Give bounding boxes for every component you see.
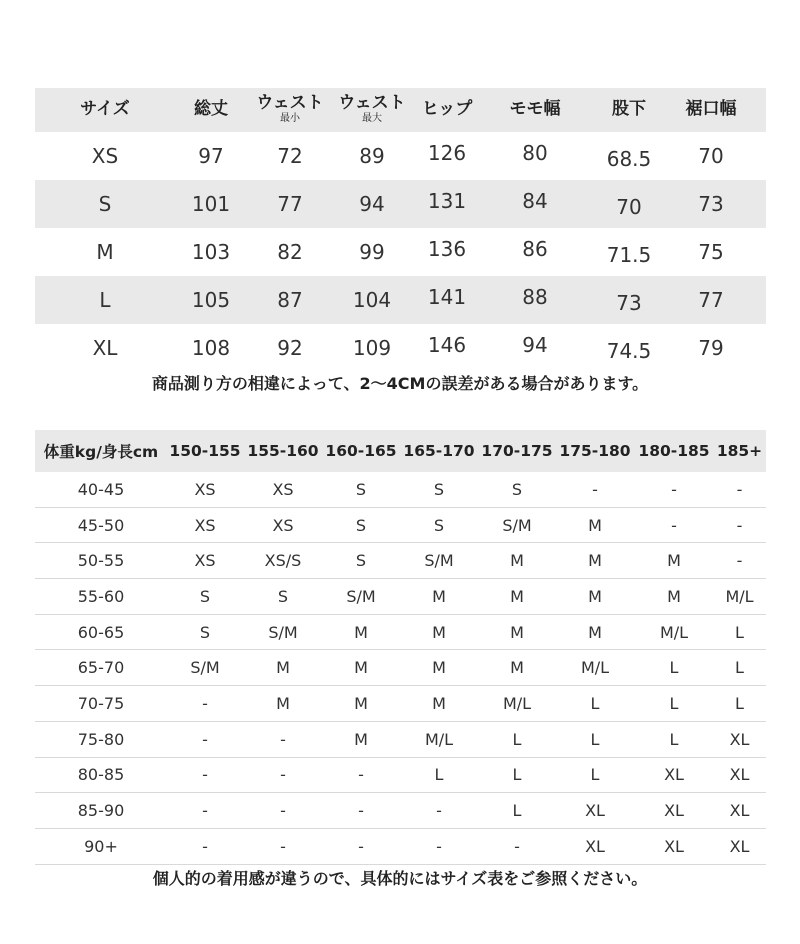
size-cell: 77 — [277, 192, 303, 216]
size-cell: 89 — [359, 144, 385, 168]
size-cell: 80 — [522, 141, 548, 165]
recommend-size-cell: M — [432, 586, 446, 606]
size-cell: 103 — [191, 240, 231, 264]
recommend-size-cell: L — [735, 693, 744, 713]
height-range-header: 180-185 — [638, 442, 710, 460]
weight-range-cell: 75-80 — [77, 729, 125, 749]
size-cell: 108 — [191, 336, 231, 360]
height-range-header: 165-170 — [403, 442, 475, 460]
recommend-size-cell: S — [277, 586, 289, 606]
size-header-hem: 裾口幅 — [685, 99, 737, 120]
size-cell: 131 — [427, 189, 467, 213]
recommend-row — [35, 722, 766, 758]
recommend-size-cell: M — [354, 658, 368, 678]
recommend-size-cell: S/M — [268, 622, 298, 642]
recommend-size-cell: - — [280, 836, 286, 856]
recommend-row — [35, 579, 766, 615]
recommend-size-cell: - — [592, 479, 598, 499]
recommend-size-cell: L — [735, 622, 744, 642]
size-cell: 73 — [616, 291, 642, 315]
recommend-size-cell: - — [671, 515, 677, 535]
size-cell: 94 — [359, 192, 385, 216]
recommend-size-cell: XS — [272, 515, 294, 535]
size-header-hip: ヒップ — [421, 99, 473, 120]
recommend-size-cell: - — [202, 693, 208, 713]
recommend-size-cell: - — [202, 801, 208, 821]
recommend-size-cell: XL — [664, 765, 684, 785]
recommend-size-cell: XS — [194, 515, 216, 535]
recommend-size-cell: M — [588, 586, 602, 606]
recommend-size-cell: M/L — [725, 586, 754, 606]
recommend-size-cell: L — [434, 765, 444, 785]
recommend-size-cell: L — [512, 801, 522, 821]
height-range-header: 150-155 — [169, 442, 241, 460]
recommend-size-cell: - — [280, 765, 286, 785]
weight-range-cell: 40-45 — [77, 479, 125, 499]
recommend-row — [35, 829, 766, 865]
recommend-size-cell: XL — [585, 801, 605, 821]
weight-range-cell: 80-85 — [77, 765, 125, 785]
height-range-header: 170-175 — [481, 442, 553, 460]
recommend-size-cell: L — [590, 765, 600, 785]
size-cell: 74.5 — [606, 339, 652, 363]
size-row — [35, 324, 766, 372]
height-range-header: 160-165 — [325, 442, 397, 460]
size-cell: 146 — [427, 333, 467, 357]
size-row — [35, 132, 766, 180]
size-cell: 75 — [698, 240, 724, 264]
recommend-size-cell: M — [276, 658, 290, 678]
size-cell: 72 — [277, 144, 303, 168]
recommend-row — [35, 472, 766, 508]
recommend-size-cell: M/L — [580, 658, 610, 678]
recommend-size-cell: S — [433, 515, 445, 535]
size-header-thigh: モモ幅 — [509, 99, 561, 120]
recommend-size-cell: M — [667, 551, 681, 571]
recommend-size-cell: M — [510, 658, 524, 678]
recommend-size-cell: XL — [664, 801, 684, 821]
size-cell: 99 — [359, 240, 385, 264]
recommend-size-cell: - — [202, 765, 208, 785]
weight-range-cell: 90+ — [84, 836, 118, 856]
recommend-size-cell: S — [511, 479, 523, 499]
size-cell: 71.5 — [606, 243, 652, 267]
recommend-size-cell: L — [735, 658, 744, 678]
recommend-size-cell: - — [436, 801, 442, 821]
size-cell: L — [99, 288, 111, 312]
recommend-size-cell: L — [512, 729, 522, 749]
recommend-size-cell: XL — [664, 836, 684, 856]
reference-note: 個人的の着用感が違うので、具体的にはサイズ表をご参照ください。 — [152, 869, 648, 888]
recommend-size-cell: S — [433, 479, 445, 499]
recommend-size-cell: L — [512, 765, 522, 785]
size-cell: 92 — [277, 336, 303, 360]
recommend-size-cell: - — [358, 836, 364, 856]
size-table-header — [35, 88, 766, 132]
recommend-size-cell: M — [354, 622, 368, 642]
recommend-size-cell: M — [432, 693, 446, 713]
recommend-size-cell: - — [436, 836, 442, 856]
recommend-size-cell: - — [358, 765, 364, 785]
size-row — [35, 276, 766, 324]
recommend-table-header — [35, 430, 766, 472]
size-cell: 73 — [698, 192, 724, 216]
size-cell: 97 — [198, 144, 224, 168]
size-cell: 141 — [427, 285, 467, 309]
recommend-size-cell: S — [199, 586, 211, 606]
recommend-size-cell: S — [355, 479, 367, 499]
recommend-size-cell: S/M — [190, 658, 220, 678]
recommend-size-cell: M — [510, 622, 524, 642]
recommend-size-cell: M — [276, 693, 290, 713]
recommend-row — [35, 793, 766, 829]
recommend-size-cell: XL — [729, 801, 750, 821]
size-row — [35, 180, 766, 228]
weight-height-header: 体重kg/身長cm — [43, 443, 159, 461]
recommend-size-cell: L — [669, 729, 679, 749]
recommend-row — [35, 508, 766, 544]
recommend-row — [35, 758, 766, 794]
size-cell: 126 — [427, 141, 467, 165]
size-cell: 70 — [698, 144, 724, 168]
measurement-note: 商品測り方の相違によって、2～4CMの誤差がある場合があります。 — [151, 374, 649, 393]
height-range-header: 175-180 — [559, 442, 631, 460]
size-cell: 70 — [616, 195, 642, 219]
size-header-inseam: 股下 — [612, 99, 646, 120]
size-cell: 86 — [522, 237, 548, 261]
recommend-size-cell: M/L — [659, 622, 689, 642]
recommend-size-cell: S — [355, 551, 367, 571]
size-table — [35, 88, 766, 372]
recommend-size-cell: L — [669, 693, 679, 713]
recommend-row — [35, 650, 766, 686]
recommend-size-cell: S/M — [424, 551, 454, 571]
size-cell: S — [98, 192, 112, 216]
recommend-size-cell: M — [510, 586, 524, 606]
size-cell: 136 — [427, 237, 467, 261]
size-cell: 84 — [522, 189, 548, 213]
weight-range-cell: 45-50 — [77, 515, 125, 535]
height-range-header: 155-160 — [247, 442, 319, 460]
recommend-row — [35, 686, 766, 722]
recommend-size-cell: L — [669, 658, 679, 678]
recommend-size-cell: M — [354, 729, 368, 749]
recommend-size-cell: M — [588, 551, 602, 571]
recommend-size-cell: - — [736, 551, 743, 571]
recommend-size-cell: M — [588, 515, 602, 535]
height-range-header: 185+ — [716, 442, 763, 460]
recommend-size-cell: XL — [729, 765, 750, 785]
size-header-size: サイズ — [80, 99, 130, 120]
recommend-size-cell: - — [202, 729, 208, 749]
recommend-size-cell: XS — [194, 551, 216, 571]
recommend-size-cell: L — [590, 693, 600, 713]
recommend-size-cell: - — [514, 836, 520, 856]
recommend-size-cell: - — [202, 836, 208, 856]
recommend-size-cell: M/L — [502, 693, 532, 713]
size-cell: 77 — [698, 288, 724, 312]
recommend-size-cell: XS/S — [264, 551, 302, 571]
recommend-table — [35, 430, 766, 865]
recommend-size-cell: S — [199, 622, 211, 642]
size-cell: XS — [91, 144, 119, 168]
recommend-size-cell: - — [736, 479, 743, 499]
recommend-size-cell: XL — [729, 729, 750, 749]
recommend-size-cell: M — [667, 586, 681, 606]
recommend-size-cell: M — [354, 693, 368, 713]
weight-range-cell: 70-75 — [77, 693, 125, 713]
recommend-size-cell: L — [590, 729, 600, 749]
size-cell: 79 — [698, 336, 724, 360]
weight-range-cell: 65-70 — [77, 658, 125, 678]
recommend-size-cell: S/M — [502, 515, 532, 535]
weight-range-cell: 55-60 — [77, 586, 125, 606]
size-cell: 88 — [522, 285, 548, 309]
recommend-size-cell: M/L — [424, 729, 454, 749]
size-header-length: 総丈 — [194, 99, 228, 120]
size-header-waist-max: ウェスト 最大 — [338, 93, 406, 125]
recommend-row — [35, 615, 766, 651]
recommend-size-cell: XL — [585, 836, 605, 856]
recommend-size-cell: - — [671, 479, 677, 499]
size-cell: 94 — [522, 333, 548, 357]
size-cell: 109 — [352, 336, 392, 360]
size-cell: 104 — [352, 288, 392, 312]
size-cell: 87 — [277, 288, 303, 312]
recommend-size-cell: M — [510, 551, 524, 571]
weight-range-cell: 50-55 — [77, 551, 125, 571]
size-cell: 101 — [191, 192, 231, 216]
size-cell: M — [96, 240, 114, 264]
recommend-size-cell: S/M — [346, 586, 376, 606]
recommend-size-cell: M — [432, 622, 446, 642]
size-cell: 68.5 — [606, 147, 652, 171]
recommend-row — [35, 543, 766, 579]
recommend-size-cell: - — [280, 801, 286, 821]
size-cell: XL — [92, 336, 118, 360]
recommend-size-cell: - — [280, 729, 286, 749]
recommend-size-cell: S — [355, 515, 367, 535]
weight-range-cell: 85-90 — [77, 801, 125, 821]
recommend-size-cell: XS — [194, 479, 216, 499]
size-row — [35, 228, 766, 276]
recommend-size-cell: - — [736, 515, 743, 535]
size-cell: 82 — [277, 240, 303, 264]
recommend-size-cell: M — [432, 658, 446, 678]
recommend-size-cell: XS — [272, 479, 294, 499]
recommend-size-cell: M — [588, 622, 602, 642]
size-header-waist-min: ウェスト 最小 — [256, 93, 324, 125]
size-cell: 105 — [191, 288, 231, 312]
recommend-size-cell: - — [358, 801, 364, 821]
recommend-size-cell: XL — [729, 836, 750, 856]
weight-range-cell: 60-65 — [77, 622, 125, 642]
